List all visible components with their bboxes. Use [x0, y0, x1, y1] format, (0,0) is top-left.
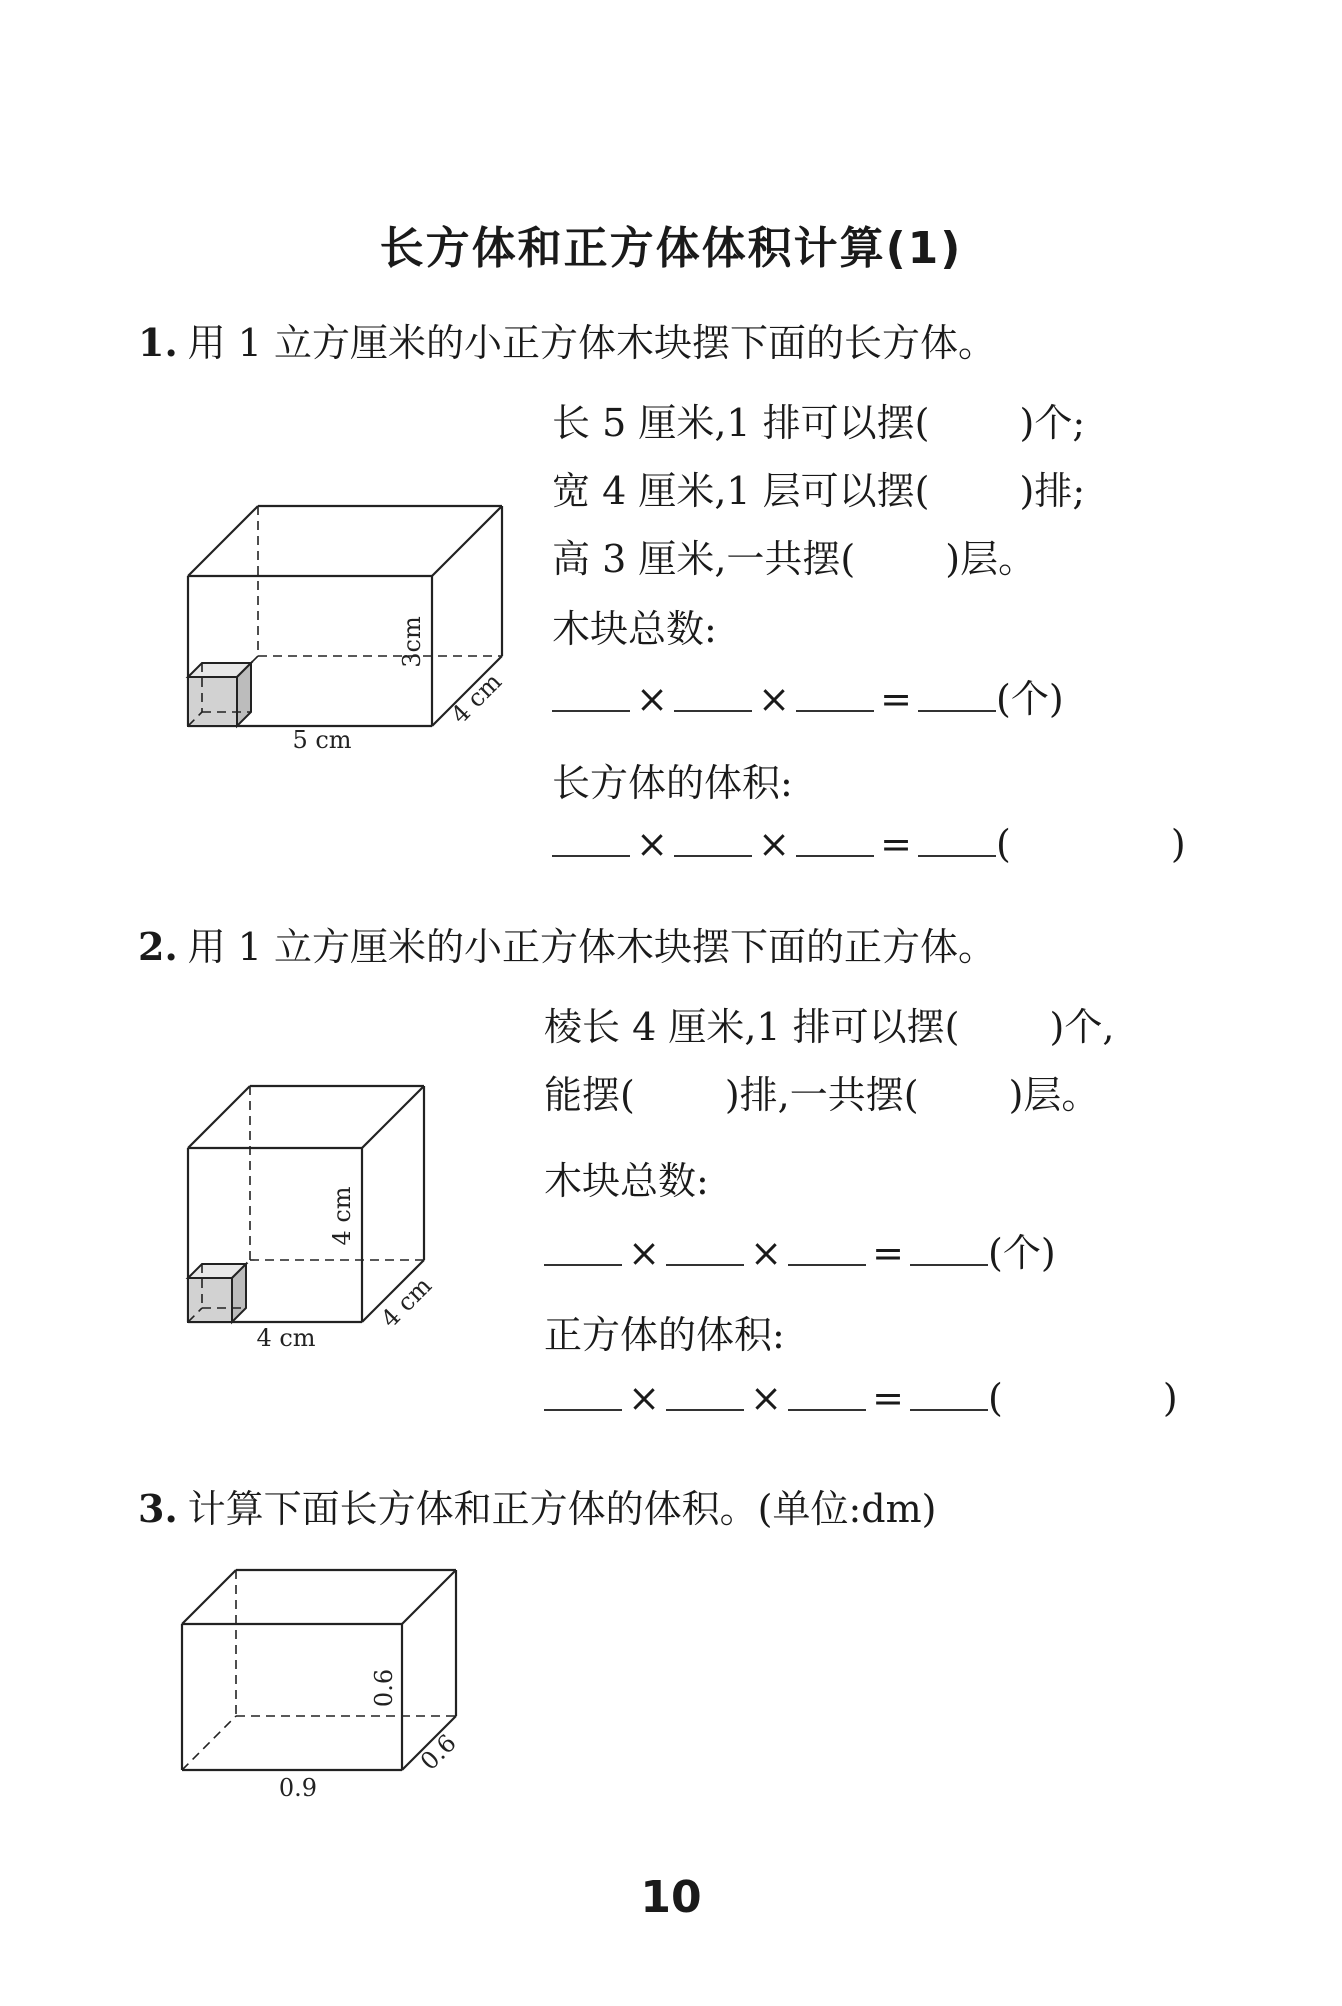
times-sign: ×: [750, 1231, 782, 1275]
equals-sign: =: [880, 822, 912, 866]
q2-figure-length-label: 4 cm: [256, 1324, 316, 1352]
q2-figure-height-label: 4 cm: [328, 1186, 356, 1246]
page-title: 长方体和正方体体积计算(1): [379, 223, 963, 274]
q2-line-edge-text: 棱长 4 厘米,1 排可以摆(: [544, 1005, 960, 1049]
question-1-number: 1.: [138, 320, 178, 365]
equals-sign: =: [872, 1376, 904, 1420]
times-sign: ×: [636, 677, 668, 721]
question-2-number: 2.: [138, 924, 178, 969]
q1-volume-label: 长方体的体积:: [552, 761, 793, 805]
q1-line-length-suffix: )个;: [1019, 401, 1086, 445]
q2-unit-paren-close: ): [1162, 1376, 1178, 1420]
q2-line-layers-text: )排,一共摆(: [724, 1073, 919, 1117]
times-sign: ×: [636, 822, 668, 866]
question-3-text: 计算下面长方体和正方体的体积。(单位:dm): [187, 1487, 937, 1531]
q1-line-height-suffix: )层。: [945, 537, 1037, 581]
q1-unit-paren-close: ): [1170, 822, 1186, 866]
q2-line-layers-suffix: )层。: [1008, 1073, 1100, 1117]
q1-unit-count: (个): [996, 677, 1064, 721]
q1-line-height-text: 高 3 厘米,一共摆(: [552, 537, 856, 581]
q2-figure-width-label: 4 cm: [375, 1271, 438, 1334]
times-sign: ×: [750, 1376, 782, 1420]
q1-figure-length-label: 5 cm: [292, 726, 352, 754]
times-sign: ×: [758, 822, 790, 866]
q2-line-rows-text: 能摆(: [544, 1073, 635, 1117]
question-2-text: 用 1 立方厘米的小正方体木块摆下面的正方体。: [187, 925, 997, 969]
q2-unit-paren-open: (: [988, 1376, 1003, 1420]
q3-figure-width-label: 0.6: [414, 1728, 462, 1776]
times-sign: ×: [628, 1376, 660, 1420]
q1-line-width-suffix: )排;: [1019, 469, 1086, 513]
q1-figure-width-label: 4 cm: [445, 667, 508, 730]
q3-figure-length-label: 0.9: [278, 1774, 318, 1802]
q1-line-width-text: 宽 4 厘米,1 层可以摆(: [552, 469, 930, 513]
q1-unit-paren-open: (: [996, 822, 1011, 866]
q2-unit-count: (个): [988, 1231, 1056, 1275]
q1-figure-height-label: 3cm: [398, 616, 426, 668]
question-1-text: 用 1 立方厘米的小正方体木块摆下面的长方体。: [187, 321, 997, 365]
q1-line-length-text: 长 5 厘米,1 排可以摆(: [552, 401, 930, 445]
q1-total-label: 木块总数:: [552, 607, 717, 651]
equals-sign: =: [872, 1231, 904, 1275]
q3-figure-height-label: 0.6: [370, 1668, 398, 1708]
q2-total-label: 木块总数:: [544, 1159, 709, 1203]
equals-sign: =: [880, 677, 912, 721]
times-sign: ×: [758, 677, 790, 721]
page-number: 10: [640, 1872, 702, 1923]
question-3-number: 3.: [138, 1486, 178, 1531]
q2-volume-label: 正方体的体积:: [544, 1313, 785, 1357]
q2-line-edge-suffix: )个,: [1049, 1005, 1115, 1049]
times-sign: ×: [628, 1231, 660, 1275]
